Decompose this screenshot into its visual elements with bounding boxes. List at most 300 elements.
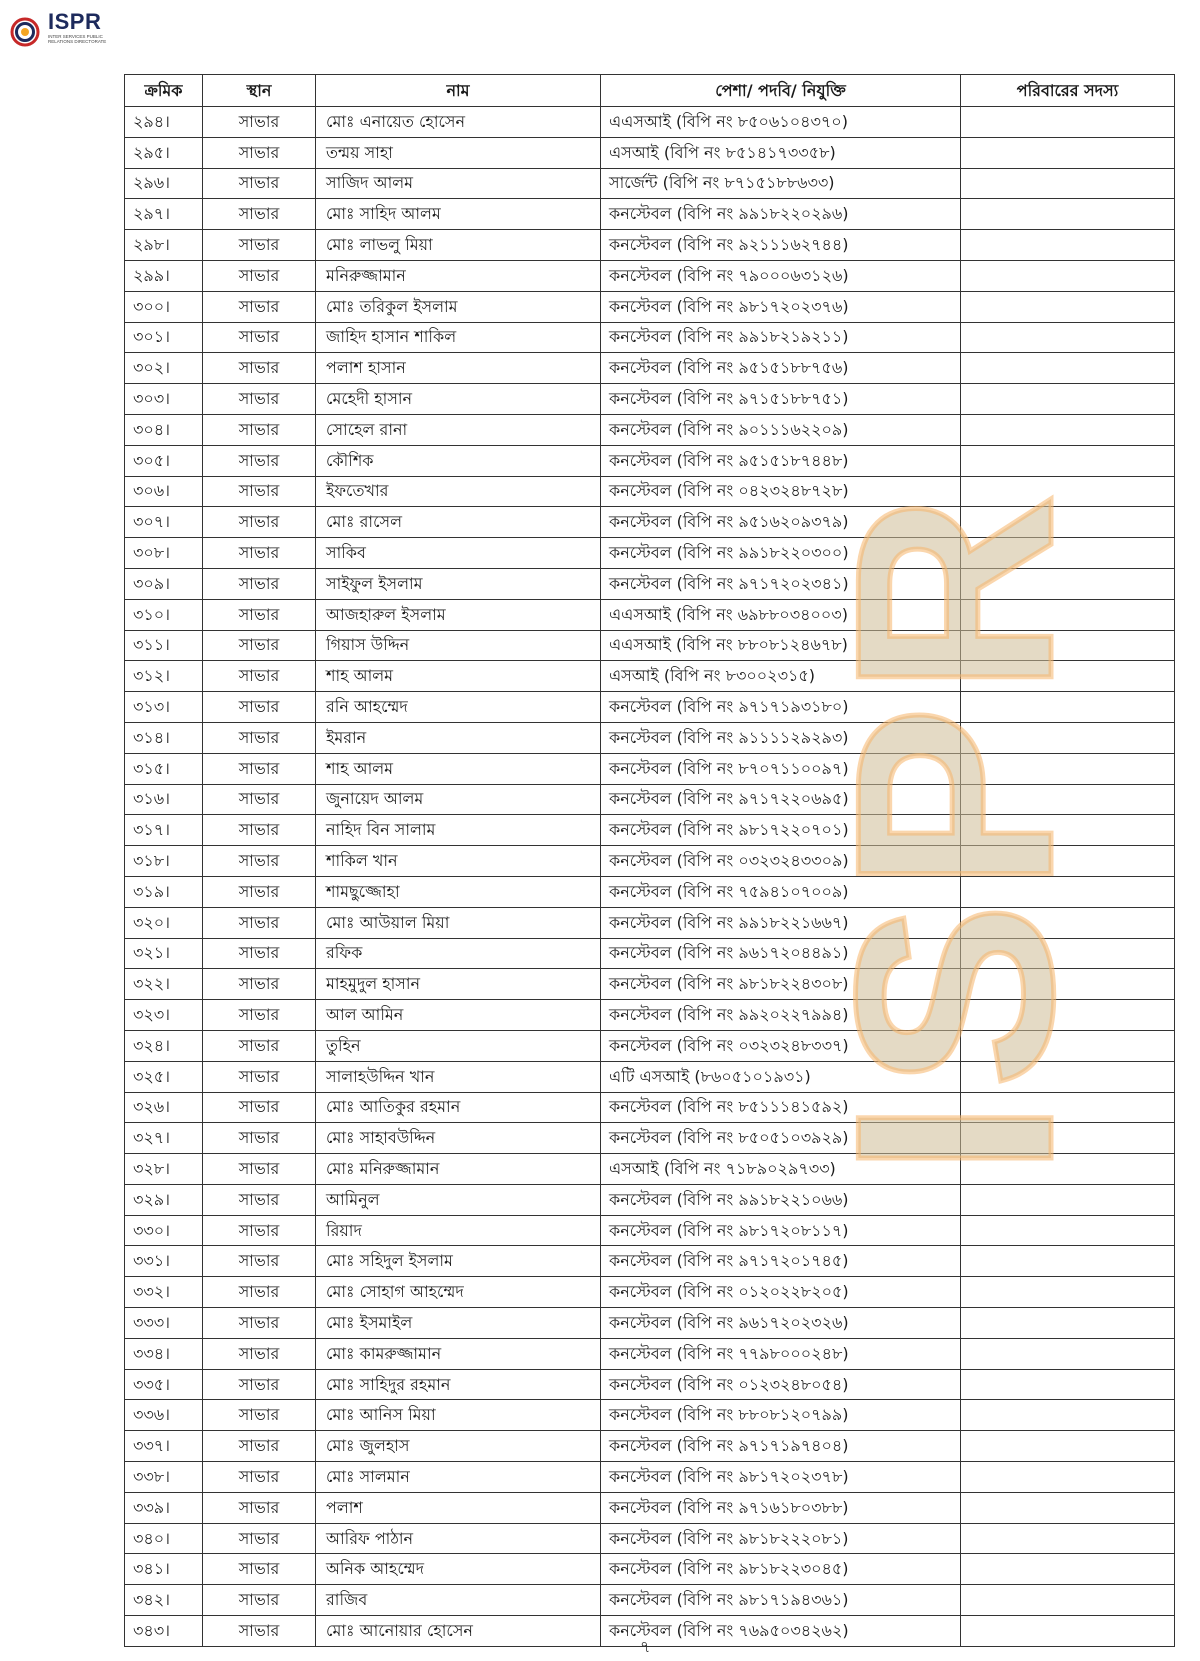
place-cell: সাভার xyxy=(203,630,316,661)
name-cell: মেহেদী হাসান xyxy=(316,384,601,415)
serial-cell: ২৯৮। xyxy=(125,230,203,261)
post-cell: কনস্টেবল (বিপি নং ৯৫১৫১৮৭৪৪৮) xyxy=(601,445,961,476)
place-cell: সাভার xyxy=(203,784,316,815)
name-cell: আল আমিন xyxy=(316,1000,601,1031)
table-row xyxy=(125,692,1175,723)
family-cell xyxy=(961,568,1175,599)
place-cell: সাভার xyxy=(203,1585,316,1616)
family-cell xyxy=(961,1616,1175,1647)
place-cell: সাভার xyxy=(203,507,316,538)
serial-cell: ৩১৪। xyxy=(125,722,203,753)
place-cell: সাভার xyxy=(203,599,316,630)
place-cell: সাভার xyxy=(203,938,316,969)
serial-cell: ২৯৭। xyxy=(125,199,203,230)
post-cell: কনস্টেবল (বিপি নং ৯৯১৮২২০৩০০) xyxy=(601,538,961,569)
table-row xyxy=(125,322,1175,353)
family-cell xyxy=(961,1462,1175,1493)
table-row xyxy=(125,1554,1175,1585)
name-cell: মোঃ জুলহাস xyxy=(316,1431,601,1462)
name-cell: সাজিদ আলম xyxy=(316,168,601,199)
table-row xyxy=(125,1061,1175,1092)
family-cell xyxy=(961,1431,1175,1462)
table-row xyxy=(125,199,1175,230)
serial-cell: ৩৩৪। xyxy=(125,1338,203,1369)
name-cell: নাহিদ বিন সালাম xyxy=(316,815,601,846)
serial-cell: ৩০৫। xyxy=(125,445,203,476)
post-cell: এএসআই (বিপি নং ৮৮০৮১২৪৬৭৮) xyxy=(601,630,961,661)
place-cell: সাভার xyxy=(203,1154,316,1185)
place-cell: সাভার xyxy=(203,476,316,507)
serial-cell: ৩০৭। xyxy=(125,507,203,538)
name-cell: মোঃ ইসমাইল xyxy=(316,1308,601,1339)
post-cell: কনস্টেবল (বিপি নং ৭৭৯৮০০০২৪৮) xyxy=(601,1338,961,1369)
post-cell: কনস্টেবল (বিপি নং ৯৭১৭২০১৭৪৫) xyxy=(601,1246,961,1277)
table-row xyxy=(125,630,1175,661)
name-cell: ইমরান xyxy=(316,722,601,753)
post-cell: কনস্টেবল (বিপি নং ৯৯১৮২২১৬৬৭) xyxy=(601,907,961,938)
place-cell: সাভার xyxy=(203,1277,316,1308)
name-cell: মোঃ আতিকুর রহমান xyxy=(316,1092,601,1123)
serial-cell: ৩৩৩। xyxy=(125,1308,203,1339)
family-cell xyxy=(961,1000,1175,1031)
family-cell xyxy=(961,1523,1175,1554)
table-header-row xyxy=(125,75,1175,107)
post-cell: কনস্টেবল (বিপি নং ৭৫৯৪১০৭০০৯) xyxy=(601,876,961,907)
serial-cell: ৩২৪। xyxy=(125,1030,203,1061)
family-cell xyxy=(961,969,1175,1000)
table-row xyxy=(125,1092,1175,1123)
ispr-watermark: ISPR xyxy=(799,483,1111,1177)
post-cell: কনস্টেবল (বিপি নং ৯৮১৮২২২০৮১) xyxy=(601,1523,961,1554)
table-row xyxy=(125,230,1175,261)
post-cell: এসআই (বিপি নং ৮৩০০২৩১৫) xyxy=(601,661,961,692)
post-cell: কনস্টেবল (বিপি নং ৯৮১৭২২০৭০১) xyxy=(601,815,961,846)
family-cell xyxy=(961,1492,1175,1523)
place-cell: সাভার xyxy=(203,1000,316,1031)
serial-cell: ৩৪১। xyxy=(125,1554,203,1585)
post-cell: কনস্টেবল (বিপি নং ৯৮১৮২২৩০৪৫) xyxy=(601,1554,961,1585)
family-cell xyxy=(961,168,1175,199)
table-row xyxy=(125,969,1175,1000)
serial-cell: ৩২১। xyxy=(125,938,203,969)
name-cell: আজহারুল ইসলাম xyxy=(316,599,601,630)
place-cell: সাভার xyxy=(203,1030,316,1061)
name-cell: মোঃ সহিদুল ইসলাম xyxy=(316,1246,601,1277)
ispr-emblem-icon xyxy=(10,12,40,52)
name-cell: মাহমুদুল হাসান xyxy=(316,969,601,1000)
serial-cell: ৩১১। xyxy=(125,630,203,661)
place-cell: সাভার xyxy=(203,1462,316,1493)
name-cell: মোঃ সালমান xyxy=(316,1462,601,1493)
serial-cell: ৩২৭। xyxy=(125,1123,203,1154)
serial-cell: ৩১৬। xyxy=(125,784,203,815)
serial-cell: ৩০৮। xyxy=(125,538,203,569)
place-cell: সাভার xyxy=(203,876,316,907)
serial-cell: ৩১৮। xyxy=(125,846,203,877)
post-cell: কনস্টেবল (বিপি নং ৯০১১১৬২২০৯) xyxy=(601,414,961,445)
post-cell: কনস্টেবল (বিপি নং ৯৮১৭২০৮১১৭) xyxy=(601,1215,961,1246)
table-row xyxy=(125,1154,1175,1185)
name-cell: সোহেল রানা xyxy=(316,414,601,445)
table-row xyxy=(125,784,1175,815)
table-row xyxy=(125,568,1175,599)
family-cell xyxy=(961,1369,1175,1400)
post-cell: কনস্টেবল (বিপি নং ৯৮১৭২০২৩৭৮) xyxy=(601,1462,961,1493)
name-cell: জুনায়েদ আলম xyxy=(316,784,601,815)
serial-cell: ৩৪৩। xyxy=(125,1616,203,1647)
post-cell: এটি এসআই (৮৬০৫১০১৯৩১) xyxy=(601,1061,961,1092)
family-cell xyxy=(961,384,1175,415)
logo-subtitle: INTER SERVICES PUBLIC RELATIONS DIRECTORATE xyxy=(48,34,107,45)
family-cell xyxy=(961,445,1175,476)
name-cell: সাইফুল ইসলাম xyxy=(316,568,601,599)
place-cell: সাভার xyxy=(203,414,316,445)
table-row xyxy=(125,353,1175,384)
table-row xyxy=(125,907,1175,938)
place-cell: সাভার xyxy=(203,199,316,230)
post-cell: কনস্টেবল (বিপি নং ৯৮১৭২০২৩৭৬) xyxy=(601,291,961,322)
table-row xyxy=(125,876,1175,907)
name-cell: ইফতেখার xyxy=(316,476,601,507)
table-row xyxy=(125,938,1175,969)
family-cell xyxy=(961,291,1175,322)
table-row xyxy=(125,1000,1175,1031)
table-row xyxy=(125,1369,1175,1400)
name-cell: মোঃ সোহাগ আহম্মেদ xyxy=(316,1277,601,1308)
serial-cell: ৩৩৯। xyxy=(125,1492,203,1523)
post-cell: কনস্টেবল (বিপি নং ৭৬৯৫০৩৪২৬২) xyxy=(601,1616,961,1647)
post-cell: কনস্টেবল (বিপি নং ৯৯১৮২২০২৯৬) xyxy=(601,199,961,230)
place-cell: সাভার xyxy=(203,1523,316,1554)
table-row xyxy=(125,1523,1175,1554)
place-cell: সাভার xyxy=(203,1215,316,1246)
family-cell xyxy=(961,1061,1175,1092)
place-cell: সাভার xyxy=(203,1123,316,1154)
name-cell: শাকিল খান xyxy=(316,846,601,877)
post-cell: কনস্টেবল (বিপি নং ৯৬১৭২০২৩২৬) xyxy=(601,1308,961,1339)
family-cell xyxy=(961,1092,1175,1123)
serial-cell: ৩০৬। xyxy=(125,476,203,507)
name-cell: মোঃ তরিকুল ইসলাম xyxy=(316,291,601,322)
family-cell xyxy=(961,599,1175,630)
serial-cell: ২৯৬। xyxy=(125,168,203,199)
table-row xyxy=(125,137,1175,168)
family-cell xyxy=(961,476,1175,507)
table-row xyxy=(125,753,1175,784)
place-cell: সাভার xyxy=(203,1246,316,1277)
post-cell: সার্জেন্ট (বিপি নং ৮৭১৫১৮৮৬৩৩) xyxy=(601,168,961,199)
family-cell xyxy=(961,1123,1175,1154)
place-cell: সাভার xyxy=(203,1092,316,1123)
post-cell: কনস্টেবল (বিপি নং ৯৭১৬১৮০৩৮৮) xyxy=(601,1492,961,1523)
serial-cell: ৩১২। xyxy=(125,661,203,692)
family-cell xyxy=(961,1184,1175,1215)
serial-cell: ৩১০। xyxy=(125,599,203,630)
serial-cell: ২৯৪। xyxy=(125,107,203,138)
place-cell: সাভার xyxy=(203,538,316,569)
family-cell xyxy=(961,322,1175,353)
post-cell: কনস্টেবল (বিপি নং ৯৭১৭১৯৭৪০৪) xyxy=(601,1431,961,1462)
name-cell: মোঃ আউয়াল মিয়া xyxy=(316,907,601,938)
post-cell: এসআই (বিপি নং ৭১৮৯০২৯৭৩৩) xyxy=(601,1154,961,1185)
serial-cell: ৩২২। xyxy=(125,969,203,1000)
post-cell: কনস্টেবল (বিপি নং ০১২০২২৮২০৫) xyxy=(601,1277,961,1308)
table-row xyxy=(125,384,1175,415)
post-cell: কনস্টেবল (বিপি নং ৯৭১৫১৮৮৭৫১) xyxy=(601,384,961,415)
family-cell xyxy=(961,199,1175,230)
post-cell: কনস্টেবল (বিপি নং ৮৮০৮১২০৭৯৯) xyxy=(601,1400,961,1431)
family-cell xyxy=(961,538,1175,569)
post-cell: কনস্টেবল (বিপি নং ৯১১১১২৯২৯৩) xyxy=(601,722,961,753)
table-row xyxy=(125,1030,1175,1061)
name-cell: মোঃ এনায়েত হোসেন xyxy=(316,107,601,138)
place-cell: সাভার xyxy=(203,1338,316,1369)
table-row xyxy=(125,538,1175,569)
name-cell: মোঃ সাহাবউদ্দিন xyxy=(316,1123,601,1154)
table-row xyxy=(125,1616,1175,1647)
name-cell: আমিনুল xyxy=(316,1184,601,1215)
post-cell: কনস্টেবল (বিপি নং ৯৭১৭২০২৩৪১) xyxy=(601,568,961,599)
header-name: নাম xyxy=(316,75,601,107)
family-cell xyxy=(961,1154,1175,1185)
post-cell: কনস্টেবল (বিপি নং ০৩২৩২৪৮৩৩৭) xyxy=(601,1030,961,1061)
table-row xyxy=(125,260,1175,291)
serial-cell: ৩০৯। xyxy=(125,568,203,599)
family-cell xyxy=(961,630,1175,661)
table-row xyxy=(125,291,1175,322)
place-cell: সাভার xyxy=(203,568,316,599)
name-cell: আরিফ পাঠান xyxy=(316,1523,601,1554)
place-cell: সাভার xyxy=(203,1431,316,1462)
table-row xyxy=(125,599,1175,630)
table-row xyxy=(125,507,1175,538)
header-post: পেশা/ পদবি/ নিযুক্তি xyxy=(601,75,961,107)
serial-cell: ৩৩৮। xyxy=(125,1462,203,1493)
serial-cell: ৩৩৭। xyxy=(125,1431,203,1462)
family-cell xyxy=(961,1338,1175,1369)
name-cell: মোঃ আনোয়ার হোসেন xyxy=(316,1616,601,1647)
place-cell: সাভার xyxy=(203,661,316,692)
family-cell xyxy=(961,414,1175,445)
name-cell: মনিরুজ্জামান xyxy=(316,260,601,291)
name-cell: পলাশ xyxy=(316,1492,601,1523)
table-row xyxy=(125,1585,1175,1616)
place-cell: সাভার xyxy=(203,969,316,1000)
name-cell: সাকিব xyxy=(316,538,601,569)
place-cell: সাভার xyxy=(203,1061,316,1092)
family-cell xyxy=(961,1554,1175,1585)
family-cell xyxy=(961,938,1175,969)
table-row xyxy=(125,1338,1175,1369)
post-cell: কনস্টেবল (বিপি নং ৮৭০৭১১০০৯৭) xyxy=(601,753,961,784)
name-cell: অনিক আহম্মেদ xyxy=(316,1554,601,1585)
place-cell: সাভার xyxy=(203,1184,316,1215)
name-cell: শামছুজ্জোহা xyxy=(316,876,601,907)
place-cell: সাভার xyxy=(203,846,316,877)
place-cell: সাভার xyxy=(203,322,316,353)
table-row xyxy=(125,1123,1175,1154)
post-cell: কনস্টেবল (বিপি নং ৯৭১৭২২০৬৯৫) xyxy=(601,784,961,815)
serial-cell: ৩২৩। xyxy=(125,1000,203,1031)
family-cell xyxy=(961,1400,1175,1431)
serial-cell: ৩১৯। xyxy=(125,876,203,907)
table-row xyxy=(125,1400,1175,1431)
family-cell xyxy=(961,815,1175,846)
post-cell: কনস্টেবল (বিপি নং ৯৯১৮২২১০৬৬) xyxy=(601,1184,961,1215)
name-cell: গিয়াস উদ্দিন xyxy=(316,630,601,661)
place-cell: সাভার xyxy=(203,907,316,938)
post-cell: কনস্টেবল (বিপি নং ৯৫১৬২০৯৩৭৯) xyxy=(601,507,961,538)
serial-cell: ৩০০। xyxy=(125,291,203,322)
serial-cell: ৩০৩। xyxy=(125,384,203,415)
serial-cell: ৩৪০। xyxy=(125,1523,203,1554)
family-cell xyxy=(961,1308,1175,1339)
name-cell: তুহিন xyxy=(316,1030,601,1061)
name-cell: জাহিদ হাসান শাকিল xyxy=(316,322,601,353)
place-cell: সাভার xyxy=(203,384,316,415)
name-cell: রিয়াদ xyxy=(316,1215,601,1246)
serial-cell: ৩০৪। xyxy=(125,414,203,445)
serial-cell: ৩৩০। xyxy=(125,1215,203,1246)
name-cell: মোঃ মনিরুজ্জামান xyxy=(316,1154,601,1185)
place-cell: সাভার xyxy=(203,1400,316,1431)
name-cell: রফিক xyxy=(316,938,601,969)
serial-cell: ৩২৫। xyxy=(125,1061,203,1092)
post-cell: কনস্টেবল (বিপি নং ০১২৩২৪৮০৫৪) xyxy=(601,1369,961,1400)
table-row xyxy=(125,1462,1175,1493)
place-cell: সাভার xyxy=(203,260,316,291)
family-cell xyxy=(961,1215,1175,1246)
name-cell: তন্ময় সাহা xyxy=(316,137,601,168)
post-cell: কনস্টেবল (বিপি নং ৮৫১১১৪১৫৯২) xyxy=(601,1092,961,1123)
table-row xyxy=(125,661,1175,692)
family-cell xyxy=(961,753,1175,784)
post-cell: কনস্টেবল (বিপি নং ৯৫১৫১৮৮৭৫৬) xyxy=(601,353,961,384)
name-cell: পলাশ হাসান xyxy=(316,353,601,384)
serial-cell: ৩২০। xyxy=(125,907,203,938)
post-cell: কনস্টেবল (বিপি নং ৯৯২০২২৭৯৯৪) xyxy=(601,1000,961,1031)
name-cell: মোঃ রাসেল xyxy=(316,507,601,538)
family-cell xyxy=(961,230,1175,261)
post-cell: এএসআই (বিপি নং ৬৯৮৮০৩৪০০৩) xyxy=(601,599,961,630)
serial-cell: ৩২৬। xyxy=(125,1092,203,1123)
table-row xyxy=(125,722,1175,753)
place-cell: সাভার xyxy=(203,353,316,384)
serial-cell: ৩৩৫। xyxy=(125,1369,203,1400)
post-cell: কনস্টেবল (বিপি নং ৯৬১৭২০৪৪৯১) xyxy=(601,938,961,969)
post-cell: কনস্টেবল (বিপি নং ৯৮১৭১৯৪৩৬১) xyxy=(601,1585,961,1616)
name-cell: মোঃ সাহিদুর রহমান xyxy=(316,1369,601,1400)
place-cell: সাভার xyxy=(203,1369,316,1400)
family-cell xyxy=(961,1030,1175,1061)
serial-cell: ৩৩৬। xyxy=(125,1400,203,1431)
family-cell xyxy=(961,784,1175,815)
post-cell: কনস্টেবল (বিপি নং ৭৯০০০৬৩১২৬) xyxy=(601,260,961,291)
name-cell: রাজিব xyxy=(316,1585,601,1616)
place-cell: সাভার xyxy=(203,1308,316,1339)
post-cell: কনস্টেবল (বিপি নং ০৩২৩২৪৩৩০৯) xyxy=(601,846,961,877)
table-row xyxy=(125,1308,1175,1339)
place-cell: সাভার xyxy=(203,753,316,784)
page-number: ৭ xyxy=(640,1637,651,1656)
name-cell: শাহ আলম xyxy=(316,661,601,692)
post-cell: কনস্টেবল (বিপি নং ৯২১১১৬২৭৪৪) xyxy=(601,230,961,261)
table-row xyxy=(125,1277,1175,1308)
name-cell: সালাহউদ্দিন খান xyxy=(316,1061,601,1092)
table-row xyxy=(125,1492,1175,1523)
family-cell xyxy=(961,722,1175,753)
serial-cell: ৩২৮। xyxy=(125,1154,203,1185)
family-cell xyxy=(961,846,1175,877)
family-cell xyxy=(961,107,1175,138)
name-cell: মোঃ লাভলু মিয়া xyxy=(316,230,601,261)
place-cell: সাভার xyxy=(203,137,316,168)
place-cell: সাভার xyxy=(203,230,316,261)
serial-cell: ৩১৩। xyxy=(125,692,203,723)
table-row xyxy=(125,168,1175,199)
family-cell xyxy=(961,353,1175,384)
name-cell: মোঃ সাহিদ আলম xyxy=(316,199,601,230)
serial-cell: ৩০১। xyxy=(125,322,203,353)
post-cell: এসআই (বিপি নং ৮৫১৪১৭৩৩৫৮) xyxy=(601,137,961,168)
header-place: স্থান xyxy=(203,75,316,107)
place-cell: সাভার xyxy=(203,445,316,476)
table-row xyxy=(125,1184,1175,1215)
family-cell xyxy=(961,1585,1175,1616)
family-cell xyxy=(961,661,1175,692)
ispr-logo xyxy=(8,10,108,54)
family-cell xyxy=(961,692,1175,723)
post-cell: কনস্টেবল (বিপি নং ৯৯১৮২১৯২১১) xyxy=(601,322,961,353)
family-cell xyxy=(961,260,1175,291)
name-cell: রনি আহম্মেদ xyxy=(316,692,601,723)
header-serial: ক্রমিক xyxy=(125,75,203,107)
serial-cell: ২৯৯। xyxy=(125,260,203,291)
place-cell: সাভার xyxy=(203,722,316,753)
serial-cell: ২৯৫। xyxy=(125,137,203,168)
post-cell: কনস্টেবল (বিপি নং ৯৭১৭১৯৩১৮০) xyxy=(601,692,961,723)
table-row xyxy=(125,1431,1175,1462)
place-cell: সাভার xyxy=(203,168,316,199)
serial-cell: ৩৩১। xyxy=(125,1246,203,1277)
family-cell xyxy=(961,1246,1175,1277)
table-row xyxy=(125,445,1175,476)
place-cell: সাভার xyxy=(203,815,316,846)
table-row xyxy=(125,1246,1175,1277)
place-cell: সাভার xyxy=(203,291,316,322)
family-cell xyxy=(961,137,1175,168)
name-cell: কৌশিক xyxy=(316,445,601,476)
serial-cell: ৩০২। xyxy=(125,353,203,384)
table-row xyxy=(125,1215,1175,1246)
post-cell: কনস্টেবল (বিপি নং ০৪২৩২৪৮৭২৮) xyxy=(601,476,961,507)
table-row xyxy=(125,107,1175,138)
table-row xyxy=(125,476,1175,507)
family-cell xyxy=(961,907,1175,938)
family-cell xyxy=(961,876,1175,907)
serial-cell: ৩৪২। xyxy=(125,1585,203,1616)
personnel-table xyxy=(124,74,1175,1647)
serial-cell: ৩১৫। xyxy=(125,753,203,784)
place-cell: সাভার xyxy=(203,107,316,138)
table-row xyxy=(125,846,1175,877)
logo-title: ISPR xyxy=(48,9,102,34)
serial-cell: ৩১৭। xyxy=(125,815,203,846)
table-row xyxy=(125,414,1175,445)
place-cell: সাভার xyxy=(203,1616,316,1647)
table-row xyxy=(125,815,1175,846)
post-cell: কনস্টেবল (বিপি নং ৯৮১৮২২৪৩০৮) xyxy=(601,969,961,1000)
